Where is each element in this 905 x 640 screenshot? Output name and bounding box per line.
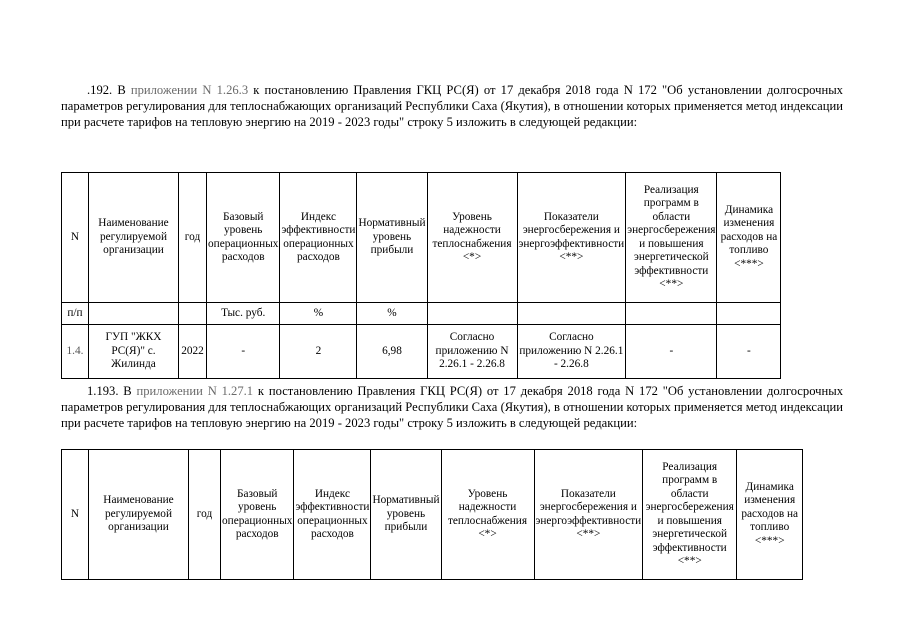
header-index: Индекс эффективности операционных расходов	[294, 450, 371, 580]
unit-year	[179, 303, 207, 325]
unit-base: Тыс. руб.	[207, 303, 280, 325]
header-norm: Нормативный уровень прибыли	[357, 173, 427, 303]
text-body: к постановлению Правления ГКЦ РС(Я) от 17 декабря 2018 года N 172 "Об установлении долгосрочных параметров регулирования для теплоснабжающих организаций Республики Саха (Якутия), в отношении которых применяется метод индексации при расчете тарифов на тепловую энергию на 2019 - 2023 годы" строку 5 изложить в следующей редакции:	[61, 384, 843, 430]
header-org: Наименование регулируемой организации	[89, 173, 179, 303]
header-reliability: Уровень надежности теплоснабжения <*>	[441, 450, 534, 580]
header-row	[62, 450, 803, 580]
header-index: Индекс эффективности операционных расходов	[280, 173, 357, 303]
row-base: -	[207, 325, 280, 379]
row-year: 2022	[179, 325, 207, 379]
units-row	[62, 303, 781, 325]
text-prefix: В	[117, 83, 126, 97]
row-programs: -	[626, 325, 717, 379]
unit-programs	[626, 303, 717, 325]
text-body: к постановлению Правления ГКЦ РС(Я) от 17 декабря 2018 года N 172 "Об установлении долгосрочных параметров регулирования для теплоснабжающих организаций Республики Саха (Якутия), в отношении которых применяется метод индексации при расчете тарифов на тепловую энергию на 2019 - 2023 годы" строку 5 изложить в следующей редакции:	[61, 83, 843, 129]
unit-index: %	[280, 303, 357, 325]
header-org: Наименование регулируемой организации	[89, 450, 189, 580]
header-base: Базовый уровень операционных расходов	[207, 173, 280, 303]
unit-reliability	[427, 303, 517, 325]
unit-n: п/п	[62, 303, 89, 325]
row-fuel: -	[717, 325, 781, 379]
text-prefix: В	[123, 384, 132, 398]
header-energy: Показатели энергосбережения и энергоэффективности <**>	[517, 173, 626, 303]
header-norm: Нормативный уровень прибыли	[371, 450, 441, 580]
unit-fuel	[717, 303, 781, 325]
header-row	[62, 173, 781, 303]
table-row	[62, 325, 781, 379]
header-year: год	[179, 173, 207, 303]
row-norm: 6,98	[357, 325, 427, 379]
tariff-table-2	[61, 449, 803, 580]
appendix-link[interactable]: приложении N 1.26.3	[130, 83, 249, 97]
unit-norm: %	[357, 303, 427, 325]
header-fuel: Динамика изменения расходов на топливо <***>	[737, 450, 803, 580]
header-reliability: Уровень надежности теплоснабжения <*>	[427, 173, 517, 303]
header-n: N	[62, 173, 89, 303]
paragraph-193	[61, 383, 843, 431]
row-reliability: Согласно приложению N 2.26.1 - 2.26.8	[427, 325, 517, 379]
header-base: Базовый уровень операционных расходов	[221, 450, 294, 580]
row-org: ГУП "ЖКХ РС(Я)" с. Жилинда	[89, 325, 179, 379]
header-n: N	[62, 450, 89, 580]
row-index: 2	[280, 325, 357, 379]
header-fuel: Динамика изменения расходов на топливо <***>	[717, 173, 781, 303]
header-energy: Показатели энергосбережения и энергоэффективности <**>	[534, 450, 643, 580]
header-programs: Реализация программ в области энергосбережения и повышения энергетической эффективности <**>	[643, 450, 737, 580]
row-n: 1.4.	[62, 325, 89, 379]
item-number: .192.	[87, 83, 113, 97]
unit-org	[89, 303, 179, 325]
header-programs: Реализация программ в области энергосбережения и повышения энергетической эффективности <**>	[626, 173, 717, 303]
header-year: год	[189, 450, 221, 580]
tariff-table-1	[61, 172, 781, 379]
paragraph-192	[61, 82, 843, 130]
appendix-link[interactable]: приложении N 1.27.1	[136, 384, 254, 398]
unit-energy	[517, 303, 626, 325]
item-number: 1.193.	[87, 384, 119, 398]
row-energy: Согласно приложению N 2.26.1 - 2.26.8	[517, 325, 626, 379]
